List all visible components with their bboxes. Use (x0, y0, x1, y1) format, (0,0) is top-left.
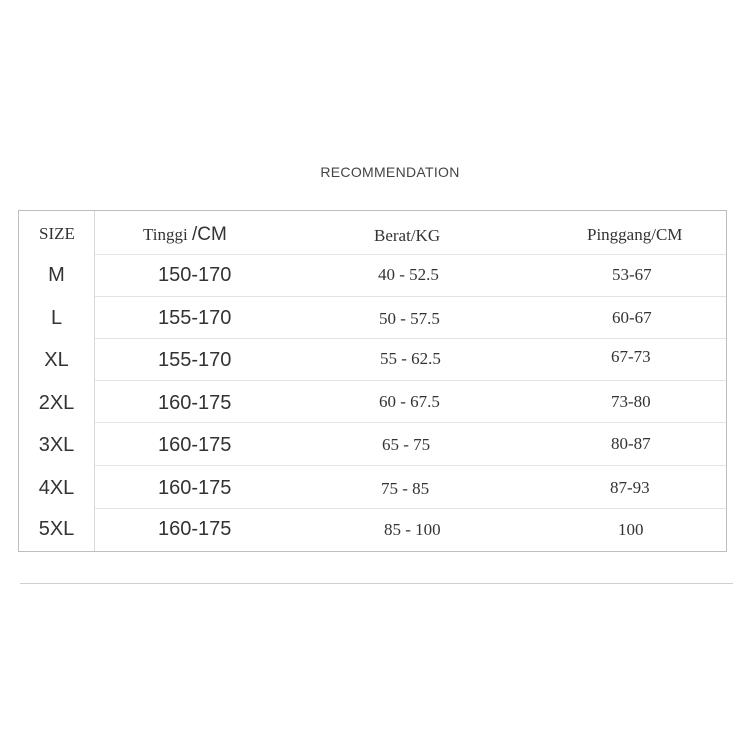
row-size: 4XL (38, 477, 75, 499)
row-pinggang: 100 (618, 520, 644, 539)
row-tinggi: 160-175 (158, 392, 232, 414)
row-berat: 40 - 52.5 (378, 265, 439, 284)
row-size: L (50, 307, 63, 329)
size-chart-table (18, 210, 727, 552)
row-size: 3XL (38, 434, 75, 456)
table-row (19, 509, 726, 551)
table-row (19, 381, 726, 423)
row-pinggang: 80-87 (611, 434, 651, 453)
row-tinggi: 160-175 (158, 518, 232, 540)
row-tinggi: 155-170 (158, 307, 232, 329)
header-tinggi (143, 224, 227, 246)
header-size: SIZE (39, 224, 75, 243)
table-row (19, 423, 726, 466)
page-title: RECOMMENDATION (320, 164, 460, 180)
row-pinggang: 87-93 (610, 478, 650, 497)
row-pinggang: 73-80 (611, 392, 651, 411)
row-tinggi: 155-170 (158, 349, 232, 371)
row-size: 2XL (38, 392, 75, 414)
header-tinggi-unit: /CM (191, 224, 227, 245)
row-tinggi: 150-170 (158, 264, 232, 286)
row-berat: 75 - 85 (381, 479, 430, 498)
row-berat: 50 - 57.5 (379, 309, 440, 328)
table-row (19, 255, 726, 297)
header-berat: Berat/KG (374, 226, 441, 245)
row-tinggi: 160-175 (158, 477, 232, 499)
row-tinggi: 160-175 (158, 434, 232, 456)
table-row (19, 466, 726, 509)
table-row (19, 297, 726, 339)
row-berat: 65 - 75 (382, 435, 431, 454)
row-pinggang: 60-67 (612, 308, 652, 327)
row-berat: 85 - 100 (384, 520, 441, 539)
row-size: 5XL (38, 518, 75, 540)
header-tinggi-label: Tinggi (143, 225, 192, 244)
row-size: XL (44, 349, 69, 371)
bottom-divider (20, 583, 733, 584)
header-pinggang: Pinggang/CM (587, 225, 683, 244)
table-header-row (19, 211, 726, 255)
row-berat: 55 - 62.5 (380, 349, 441, 368)
row-berat: 60 - 67.5 (379, 392, 440, 411)
row-pinggang: 53-67 (612, 265, 652, 284)
row-pinggang: 67-73 (611, 347, 651, 366)
row-size: M (48, 264, 65, 286)
table-row (19, 339, 726, 381)
